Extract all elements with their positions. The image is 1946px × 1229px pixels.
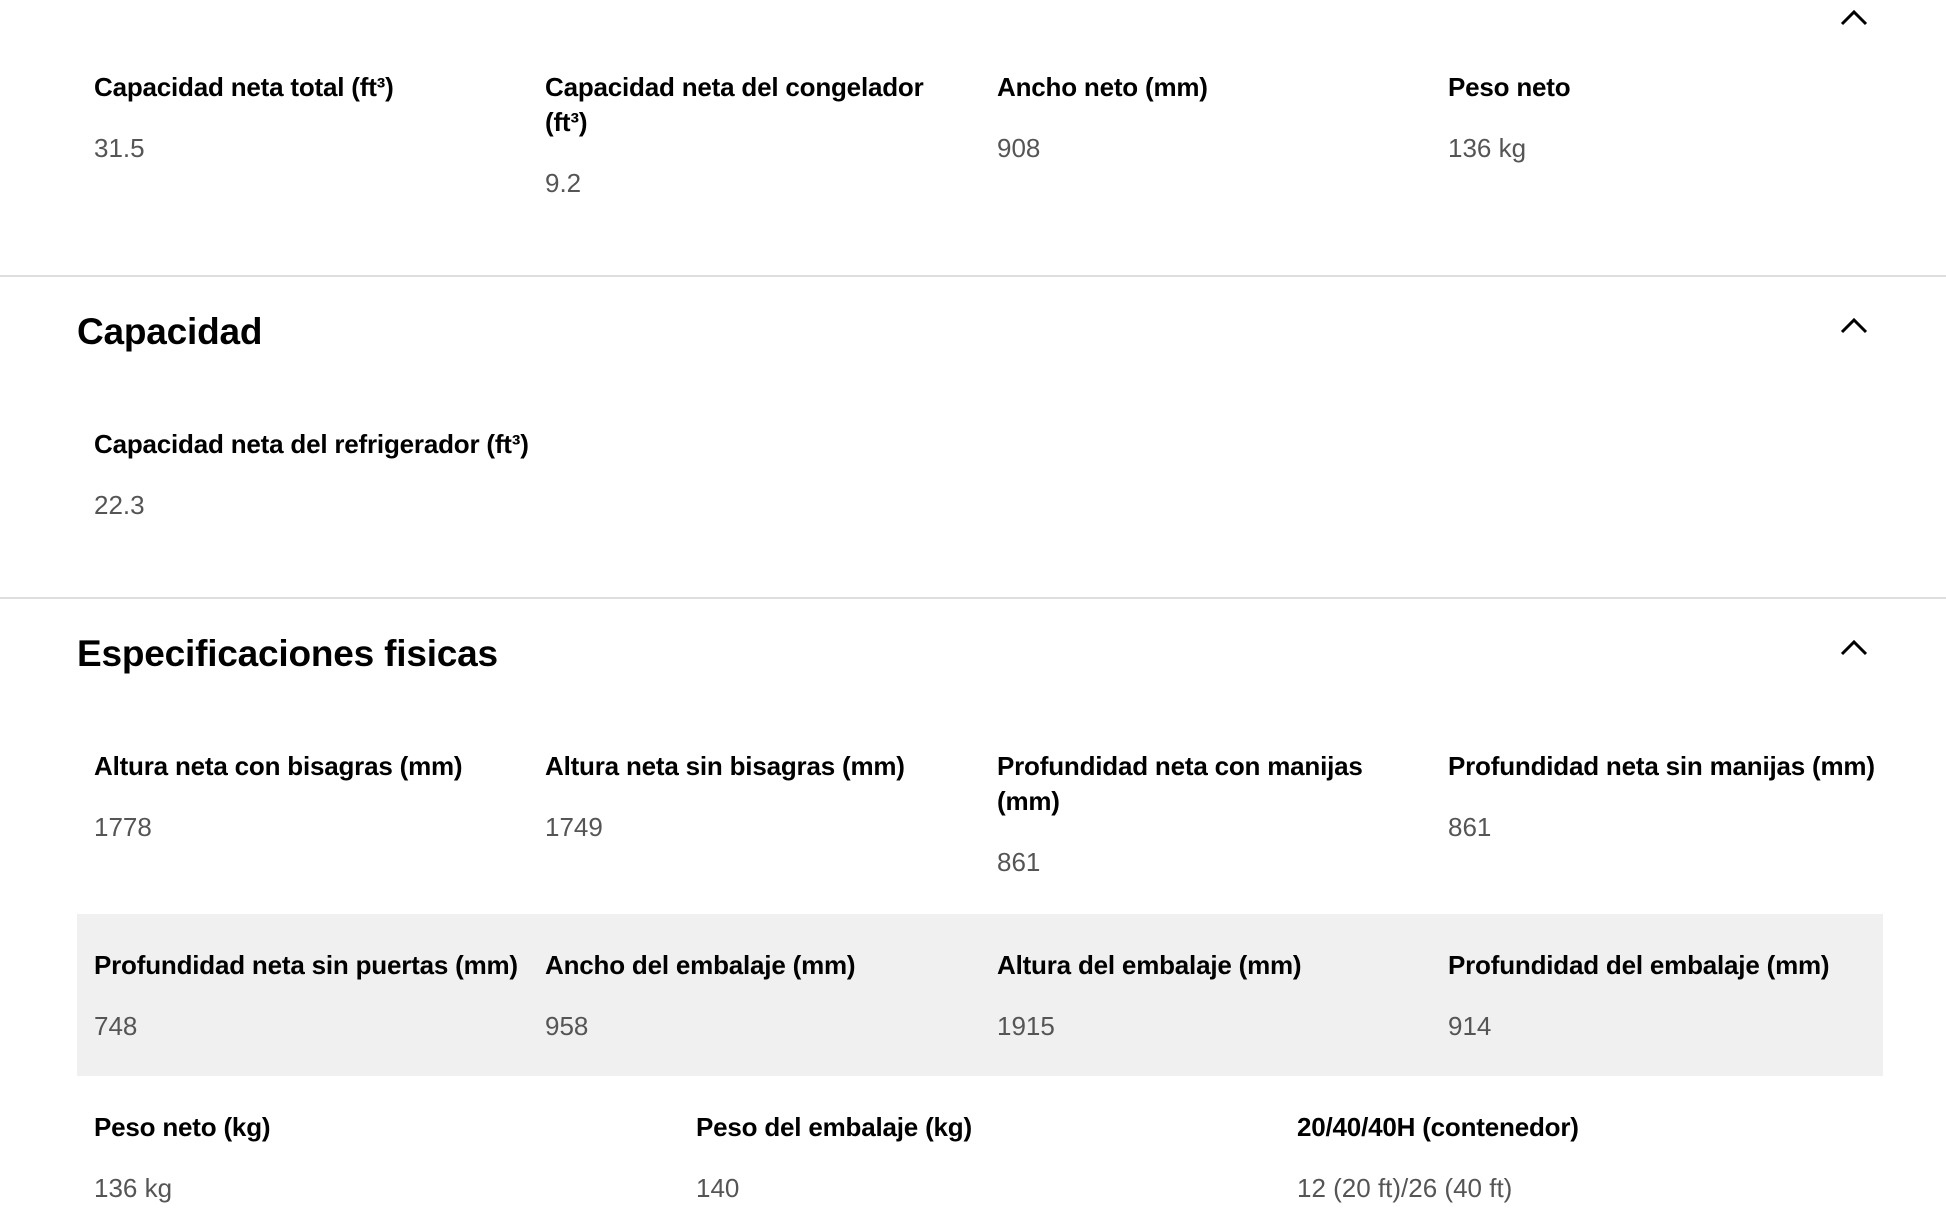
spec-item — [545, 70, 965, 201]
collapse-especificaciones-button[interactable] — [1838, 632, 1870, 664]
spec-row — [77, 1110, 1883, 1220]
spec-item — [94, 1110, 654, 1206]
spec-item — [94, 427, 654, 523]
spec-item — [545, 749, 965, 845]
spec-item — [94, 749, 514, 845]
spec-label: Ancho del embalaje (mm) — [545, 950, 856, 980]
spec-label: Profundidad neta sin puertas (mm) — [94, 950, 518, 980]
spec-value: 861 — [1448, 812, 1492, 842]
spec-value: 958 — [545, 1011, 589, 1041]
spec-value: 914 — [1448, 1011, 1492, 1041]
spec-label: Profundidad del embalaje (mm) — [1448, 950, 1830, 980]
spec-value: 1749 — [545, 812, 603, 842]
spec-label: Altura del embalaje (mm) — [997, 950, 1302, 980]
spec-label: Peso neto — [1448, 72, 1571, 102]
section-title-capacidad: Capacidad — [77, 311, 263, 352]
spec-label: Capacidad neta del congelador (ft³) — [545, 72, 924, 137]
section-divider — [0, 597, 1946, 599]
spec-item — [94, 70, 514, 166]
spec-value: 9.2 — [545, 168, 582, 198]
spec-value: 136 kg — [94, 1173, 173, 1203]
collapse-dimensions-button[interactable] — [1838, 2, 1870, 34]
spec-item — [997, 749, 1417, 880]
spec-value: 140 — [696, 1173, 740, 1203]
spec-value: 908 — [997, 133, 1041, 163]
spec-label: Peso neto (kg) — [94, 1112, 271, 1142]
spec-item — [1448, 948, 1878, 1044]
spec-item — [997, 948, 1417, 1044]
spec-item — [1448, 70, 1878, 166]
spec-item — [545, 948, 965, 1044]
spec-label: Profundidad neta con manijas (mm) — [997, 751, 1363, 816]
spec-value: 748 — [94, 1011, 138, 1041]
spec-item — [696, 1110, 1256, 1206]
spec-label: Profundidad neta sin manijas (mm) — [1448, 751, 1875, 781]
spec-row — [77, 427, 1883, 547]
spec-item — [1297, 1110, 1877, 1206]
spec-value: 22.3 — [94, 490, 145, 520]
spec-row — [77, 749, 1883, 914]
spec-value: 1778 — [94, 812, 152, 842]
chevron-up-icon — [1838, 310, 1870, 342]
section-title-especificaciones: Especificaciones fisicas — [77, 633, 498, 674]
spec-item — [94, 948, 524, 1044]
spec-label: Altura neta sin bisagras (mm) — [545, 751, 905, 781]
spec-value: 861 — [997, 847, 1041, 877]
chevron-up-icon — [1838, 632, 1870, 664]
spec-label: Altura neta con bisagras (mm) — [94, 751, 463, 781]
collapse-capacidad-button[interactable] — [1838, 310, 1870, 342]
spec-item — [1448, 749, 1878, 845]
section-divider — [0, 275, 1946, 277]
spec-label: Peso del embalaje (kg) — [696, 1112, 972, 1142]
spec-item — [997, 70, 1417, 166]
chevron-up-icon — [1838, 2, 1870, 34]
spec-value: 136 kg — [1448, 133, 1527, 163]
spec-label: Capacidad neta total (ft³) — [94, 72, 394, 102]
spec-row — [77, 70, 1883, 220]
spec-value: 1915 — [997, 1011, 1055, 1041]
spec-label: Capacidad neta del refrigerador (ft³) — [94, 429, 529, 459]
spec-value: 12 (20 ft)/26 (40 ft) — [1297, 1173, 1513, 1203]
spec-label: Ancho neto (mm) — [997, 72, 1208, 102]
spec-value: 31.5 — [94, 133, 145, 163]
spec-label: 20/40/40H (contenedor) — [1297, 1112, 1579, 1142]
spec-row-shaded — [77, 914, 1883, 1076]
